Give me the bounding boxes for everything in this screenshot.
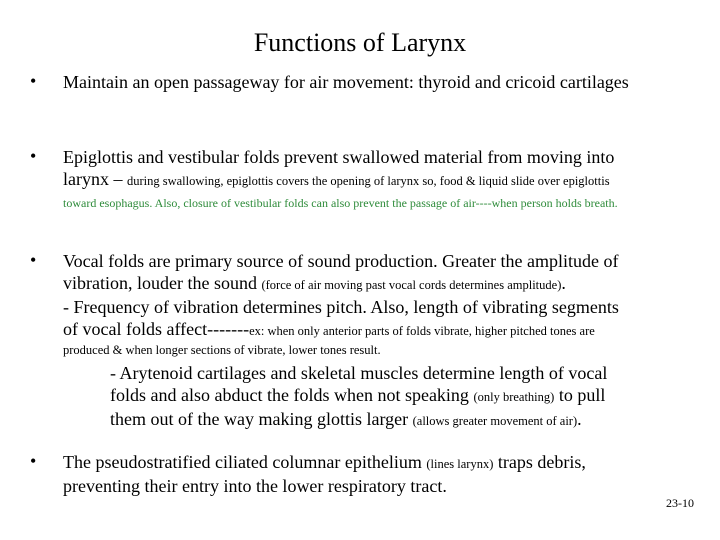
bullet-3-sub	[110, 362, 703, 432]
bullet-2-line-2	[63, 168, 703, 192]
slide-title: Functions of Larynx	[253, 28, 467, 57]
bullet-4-text: The pseudostratified ciliated columnar epithelium	[63, 452, 427, 472]
bullet-4-note: (lines larynx)	[426, 457, 494, 471]
bullet-3-line-4	[63, 318, 703, 342]
bullet-2-note: during swallowing, epiglottis covers the opening of larynx so, food & liquid slide over epiglottis	[126, 174, 610, 188]
bullet-2-main: larynx –	[63, 169, 127, 189]
bullet-2	[63, 146, 703, 211]
bullet-3-sub-line-3	[110, 408, 703, 432]
bullet-3-line-3: - Frequency of vibration determines pitch. Also, length of vibrating segments	[63, 297, 619, 317]
sub-line-2-text: folds and also abduct the folds when not speaking	[110, 385, 474, 405]
bullet-3-line-2-text: vibration, louder the sound	[63, 273, 262, 293]
bullet-3-line-4-text: of vocal folds affect-------	[63, 319, 250, 339]
bullet-3-line-5: produced & when longer sections of vibrate, lower tones result.	[63, 343, 381, 357]
bullet-2-green-note: toward esophagus. Also, closure of vestibular folds can also prevent the passage of air----when person holds breath.	[63, 196, 618, 210]
bullet-marker: •	[30, 250, 37, 270]
bullet-4-line-1	[63, 451, 703, 475]
bullet-3-line-2-note: (force of air moving past vocal cords determines amplitude)	[261, 278, 562, 292]
bullet-3	[63, 250, 703, 432]
bullet-4	[63, 451, 703, 497]
bullet-3-line-1: Vocal folds are primary source of sound production. Greater the amplitude of	[63, 251, 619, 271]
bullet-marker: •	[30, 451, 37, 471]
bullet-3-line-2	[63, 272, 703, 296]
bullet-4-end: traps debris,	[493, 452, 586, 472]
sub-line-2-end: to pull	[554, 385, 606, 405]
bullet-3-line-2-end: .	[561, 273, 566, 293]
slide-number: 23-10	[666, 496, 694, 510]
sub-line-2-note: (only breathing)	[473, 390, 555, 404]
bullet-marker: •	[30, 146, 37, 166]
bullet-3-sub-line-2	[110, 384, 703, 408]
sub-line-3-end: .	[577, 409, 582, 429]
bullet-marker: •	[30, 71, 37, 91]
sub-line-3-note: (allows greater movement of air)	[412, 414, 578, 428]
bullet-3-line-4-note: ex: when only anterior parts of folds vibrate, higher pitched tones are	[249, 324, 595, 338]
sub-line-3-text: them out of the way making glottis larger	[110, 409, 413, 429]
bullet-4-line-2: preventing their entry into the lower respiratory tract.	[63, 476, 447, 496]
bullet-3-sub-line-1: - Arytenoid cartilages and skeletal muscles determine length of vocal	[110, 363, 608, 383]
bullet-1-text: Maintain an open passageway for air movement: thyroid and cricoid cartilages	[63, 72, 629, 92]
bullet-2-line-1: Epiglottis and vestibular folds prevent swallowed material from moving into	[63, 147, 615, 167]
